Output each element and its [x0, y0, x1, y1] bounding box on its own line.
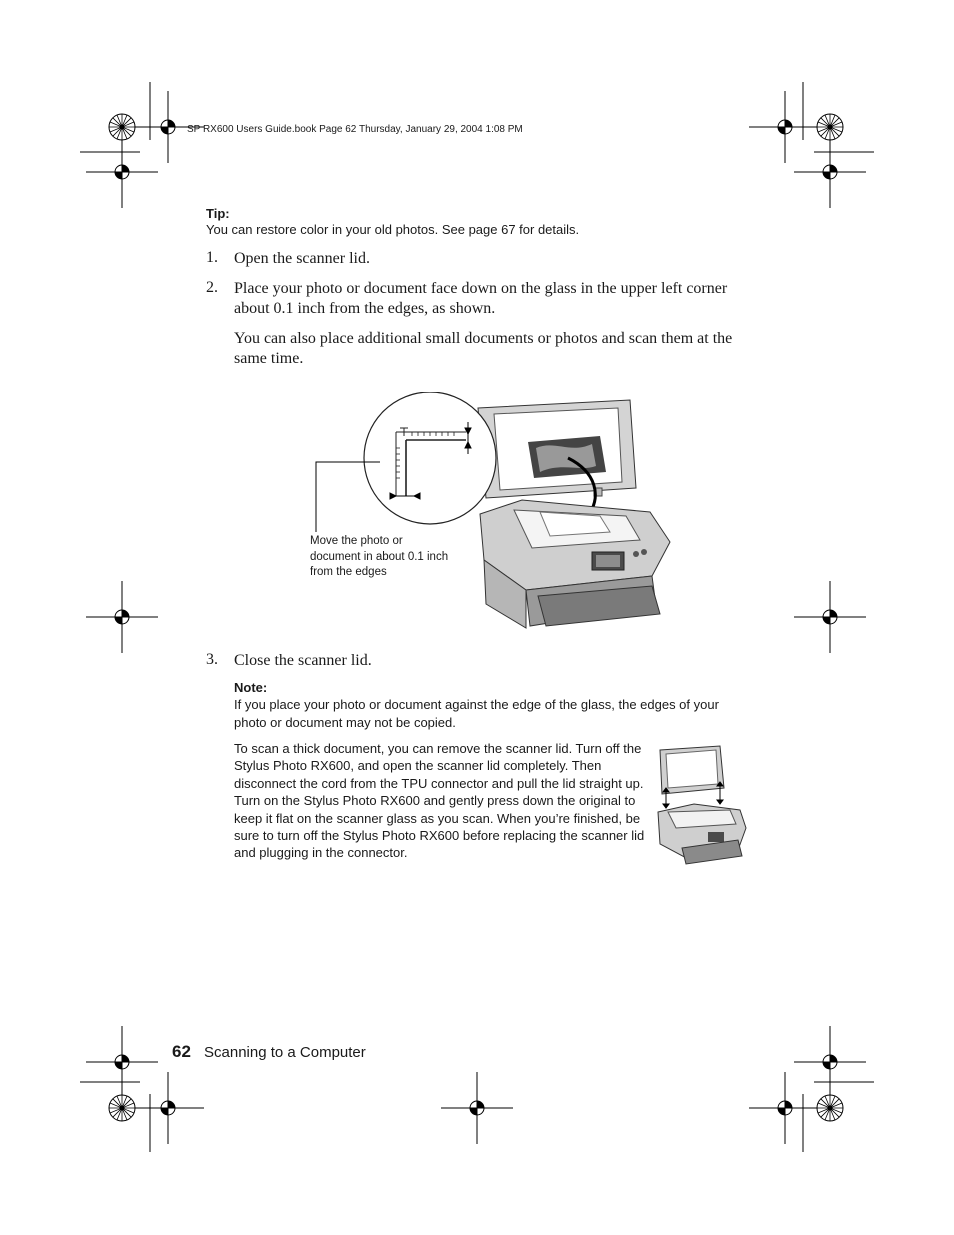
- tip-text: You can restore color in your old photos. See page 67 for details.: [206, 222, 580, 237]
- step-1-number: 1.: [206, 249, 218, 266]
- note-text: If you place your photo or document against the edge of the glass, the edges of your photo or document may not be copied.: [234, 697, 719, 730]
- printer-body: [480, 500, 670, 628]
- page-number: 62: [172, 1042, 191, 1061]
- figure-callout: Move the photo or document in about 0.1 inch from the edges: [310, 535, 449, 578]
- scanner-lid: [478, 400, 636, 498]
- lid-removal-figure: [654, 744, 750, 866]
- step-3-text: Close the scanner lid.: [234, 652, 372, 669]
- step-2-extra-text: You can also place additional small documents or photos and scan them at the same time.: [234, 330, 733, 367]
- thick-document-paragraph: To scan a thick document, you can remove the scanner lid. Turn off the Stylus Photo RX600, and open the scanner lid completely. Then disconnect the cord from the TPU connector and pull the lid straight up. Turn on the Stylus Photo RX600 and gently press down the original to keep it flat on the scanner glass as you scan. When you’re finished, be sure to turn off the Stylus Photo RX600 before replacing the scanner lid and plugging in the connector.: [234, 741, 645, 861]
- slug-line: SP RX600 Users Guide.book Page 62 Thursday, January 29, 2004 1:08 PM: [187, 124, 523, 135]
- section-title: Scanning to a Computer: [204, 1044, 366, 1061]
- step-2-text: Place your photo or document face down on the glass in the upper left corner about 0.1 inch from the edges, as shown.: [234, 280, 728, 317]
- note-label: Note:: [234, 680, 268, 695]
- step-2-number: 2.: [206, 279, 218, 296]
- magnified-corner: [364, 392, 496, 524]
- step-1-text: Open the scanner lid.: [234, 250, 370, 267]
- step-3-number: 3.: [206, 651, 218, 668]
- scanner-placement-figure: [300, 392, 680, 632]
- tip-label: Tip:: [206, 206, 230, 221]
